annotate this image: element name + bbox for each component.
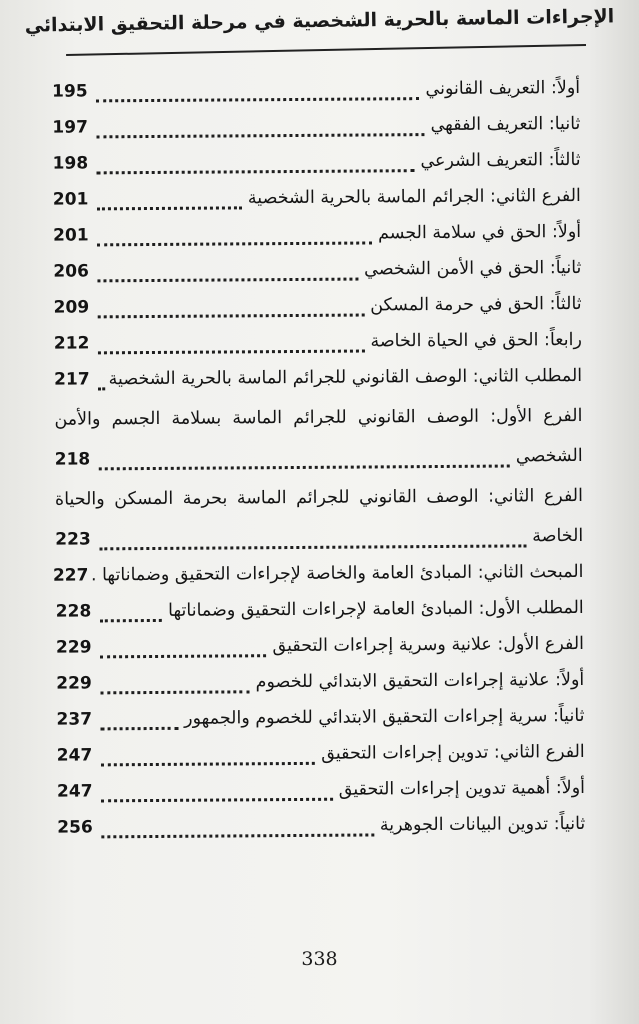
dot-leader	[100, 678, 250, 694]
toc-entry-page: 209	[53, 297, 90, 318]
toc-entry-page: 256	[57, 817, 93, 838]
toc-entry	[56, 590, 584, 630]
dot-leader	[100, 749, 315, 766]
dot-leader	[97, 229, 373, 246]
toc-entry-label: المطلب الثاني: الوصف القانوني للجرائم الماسة بالحرية الشخصية	[108, 365, 583, 390]
toc-entry	[55, 438, 583, 478]
toc-entry-label: رابعاً: الحق في الحياة الخاصة	[370, 329, 582, 352]
toc-entry	[57, 806, 585, 846]
toc-entry	[54, 286, 582, 326]
toc-entry-label: ثالثاً: الحق في حرمة المسكن	[370, 293, 582, 316]
toc-entry-page: 198	[52, 153, 89, 174]
dot-leader	[96, 194, 242, 210]
toc-entry-page: 197	[52, 117, 88, 138]
toc-entry-label: الفرع الأول: الوصف القانوني للجرائم الماسة بسلامة الجسم والأمن	[54, 405, 583, 430]
toc-entry-multiline	[54, 394, 583, 478]
dot-leader	[96, 121, 425, 138]
toc-entry-label: الخاصة	[532, 525, 584, 547]
toc-entry	[57, 770, 585, 810]
toc-entry-page: 206	[53, 261, 89, 282]
toc-entry-page: 212	[53, 333, 90, 354]
toc-entry-page: 228	[55, 601, 92, 622]
dot-leader	[97, 337, 364, 354]
toc-entry-label: ثانيا: التعريف الفقهي	[430, 113, 581, 136]
dot-leader	[99, 642, 266, 658]
toc-entry	[56, 698, 584, 738]
toc-entry-label: المطلب الأول: المبادئ العامة لإجراءات التحقيق وضماناتها	[168, 597, 584, 621]
dot-leader	[100, 714, 178, 730]
toc-entry	[52, 554, 584, 594]
toc-entry-label: أولاً: أهمية تدوين إجراءات التحقيق	[338, 777, 586, 800]
toc-entry-page: 217	[54, 369, 90, 390]
dot-leader	[99, 606, 162, 621]
toc-entry-label: الفرع الأول: علانية وسرية إجراءات التحقيق	[272, 633, 585, 657]
dot-leader	[97, 301, 364, 318]
toc-entry-label: ثالثاً: التعريف الشرعي	[420, 149, 581, 172]
toc-entry	[52, 106, 580, 146]
dot-leader	[100, 785, 332, 802]
toc-entry	[52, 70, 580, 110]
dot-leader	[96, 85, 420, 102]
toc-entry-label: المبحث الثاني: المبادئ العامة والخاصة لإجراءات التحقيق وضماناتها .	[90, 561, 584, 586]
dot-leader	[101, 821, 374, 838]
toc-entry-page: 201	[53, 225, 89, 246]
toc-entry-label: الفرع الثاني: الجرائم الماسة بالحرية الشخصية	[247, 185, 581, 209]
toc-entry-page: 218	[54, 449, 91, 470]
toc-entry	[54, 322, 582, 362]
dot-leader	[99, 532, 527, 550]
toc-entry	[53, 142, 581, 182]
toc-entry-page: 195	[52, 81, 88, 102]
toc-entry	[53, 214, 581, 254]
toc-entry-label: ثانياً: الحق في الأمن الشخصي	[364, 257, 582, 280]
toc-entry	[54, 358, 582, 398]
toc-entry-page: 201	[52, 189, 89, 210]
toc-entry	[53, 178, 581, 218]
toc-entry-page: 227	[52, 565, 89, 586]
toc-entry-page: 247	[56, 781, 93, 802]
toc-entry-label: أولاً: علانية إجراءات التحقيق الابتدائي للخصوم	[255, 669, 585, 693]
toc-entry	[57, 734, 585, 774]
toc-entry-page: 247	[56, 745, 93, 766]
toc-entry-label-line1	[55, 474, 583, 522]
toc-entry	[56, 662, 584, 702]
toc-entry-label: ثانياً: تدوين البيانات الجوهرية	[379, 813, 586, 836]
toc-entry-label: أولاً: الحق في سلامة الجسم	[377, 221, 582, 244]
toc-entry-label: الفرع الثاني: تدوين إجراءات التحقيق	[321, 741, 585, 764]
toc-entry-multiline	[55, 474, 584, 558]
toc-entry	[56, 626, 584, 666]
toc-entry-label: أولاً: التعريف القانوني	[425, 77, 581, 100]
toc-entry-label-line1	[54, 394, 582, 442]
dot-leader	[98, 452, 510, 470]
toc-entry-page: 229	[56, 673, 92, 694]
dot-leader	[97, 265, 358, 282]
toc-entry-page: 237	[56, 709, 93, 730]
header-rule	[66, 44, 586, 56]
toc-entry-page: 229	[55, 637, 92, 658]
dot-leader	[98, 375, 103, 390]
toc-entry	[55, 518, 583, 558]
dot-leader	[96, 157, 414, 174]
toc-entry	[53, 250, 581, 290]
toc-entry-label: الشخصي	[515, 445, 583, 467]
toc-entry-page: 223	[55, 529, 91, 550]
toc-entry-label: الفرع الثاني: الوصف القانوني للجرائم الماسة بحرمة المسكن والحياة	[54, 485, 584, 510]
table-of-contents	[52, 70, 585, 846]
running-header: الإجراءات الماسة بالحرية الشخصية في مرحلة التحقيق الابتدائي	[24, 5, 615, 37]
page-number: 338	[301, 948, 338, 970]
toc-entry-label: ثانياً: سرية إجراءات التحقيق الابتدائي للخصوم والجمهور	[184, 705, 585, 729]
